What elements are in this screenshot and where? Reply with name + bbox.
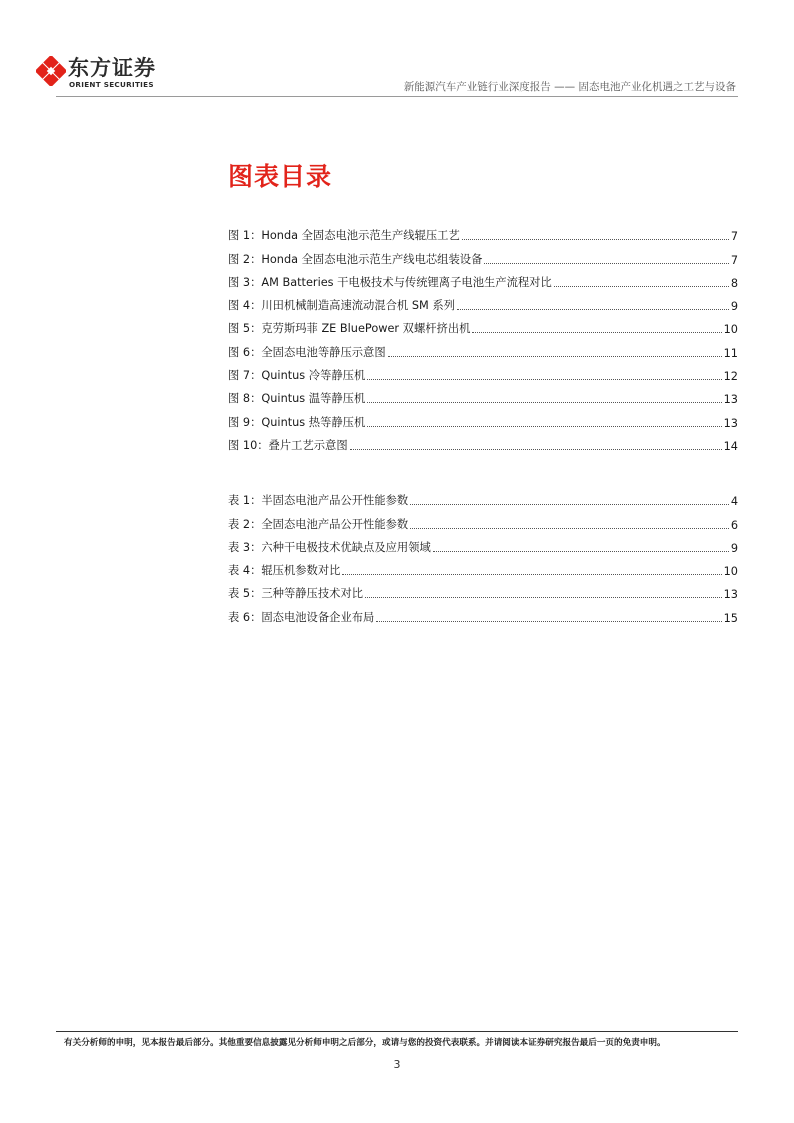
leader-dots	[472, 332, 721, 333]
toc-title: 图表目录	[228, 162, 333, 191]
toc-entry-page: 13	[723, 416, 738, 430]
toc-entry-page: 13	[723, 393, 738, 407]
toc-entry-page: 8	[730, 276, 738, 290]
page-number: 3	[393, 1058, 401, 1071]
toc-entry[interactable]	[228, 601, 738, 624]
report-header-title: 新能源汽车产业链行业深度报告 —— 固态电池产业化机遇之工艺与设备	[403, 81, 736, 93]
toc-entry[interactable]	[228, 430, 738, 453]
toc-entry[interactable]	[228, 220, 738, 243]
toc-entry[interactable]	[228, 360, 738, 383]
toc-entry-page: 13	[723, 588, 738, 602]
toc-entry-page: 15	[723, 611, 738, 625]
logo-chinese-name: 东方证券	[68, 56, 156, 80]
leader-dots	[350, 449, 722, 450]
toc-entry-page: 10	[723, 323, 738, 337]
toc-entry-label: 图 5：克劳斯玛菲 ZE BluePower 双螺杆挤出机	[228, 322, 471, 336]
leader-dots	[376, 621, 721, 622]
analyst-disclaimer: 有关分析师的申明，见本报告最后部分。其他重要信息披露见分析师申明之后部分，或请与您的投资代表联系。并请阅读本证券研究报告最后一页的免责申明。	[64, 1038, 666, 1048]
logo-mark-icon	[36, 56, 66, 86]
toc-entry-label: 图 7：Quintus 冷等静压机	[228, 369, 366, 383]
toc-entry-page: 6	[730, 518, 738, 532]
toc-entry[interactable]	[228, 336, 738, 359]
toc-entry[interactable]	[228, 313, 738, 336]
toc-entry-label: 图 2：Honda 全固态电池示范生产线电芯组装设备	[228, 252, 483, 266]
table-list	[228, 485, 738, 625]
toc-entry-page: 14	[723, 439, 738, 453]
toc-entry[interactable]	[228, 290, 738, 313]
toc-entry-label: 图 3：AM Batteries 干电极技术与传统锂离子电池生产流程对比	[228, 275, 552, 289]
leader-dots	[484, 263, 728, 264]
leader-dots	[388, 356, 722, 357]
toc-entry[interactable]	[228, 555, 738, 578]
toc-entry-page: 4	[730, 495, 738, 509]
footer-divider	[56, 1031, 738, 1032]
toc-entry-label: 图 6：全固态电池等静压示意图	[228, 345, 386, 359]
leader-dots	[367, 379, 721, 380]
leader-dots	[457, 309, 729, 310]
logo-english-name: ORIENT SECURITIES	[69, 80, 154, 89]
toc-entry-page: 12	[723, 370, 738, 384]
leader-dots	[462, 239, 729, 240]
figure-list	[228, 220, 738, 453]
toc-entry-label: 图 8：Quintus 温等静压机	[228, 392, 366, 406]
toc-entry-page: 11	[723, 346, 738, 360]
leader-dots	[367, 402, 721, 403]
toc-entry[interactable]	[228, 578, 738, 601]
toc-entry-page: 7	[730, 230, 738, 244]
toc-entry-label: 表 2：全固态电池产品公开性能参数	[228, 517, 409, 531]
orient-securities-logo	[36, 52, 176, 90]
toc-entry-page: 9	[730, 300, 738, 314]
toc-entry[interactable]	[228, 267, 738, 290]
toc-entry[interactable]	[228, 383, 738, 406]
toc-entry[interactable]	[228, 243, 738, 266]
toc-entry-label: 图 10：叠片工艺示意图	[228, 438, 348, 452]
leader-dots	[342, 574, 721, 575]
toc-entry-page: 7	[730, 253, 738, 267]
toc-entry-page: 9	[730, 541, 738, 555]
toc-entry-label: 表 4：辊压机参数对比	[228, 564, 341, 578]
toc-entry[interactable]	[228, 485, 738, 508]
toc-entry-label: 表 3：六种干电极技术优缺点及应用领域	[228, 540, 431, 554]
toc-entry-label: 图 4：川田机械制造高速流动混合机 SM 系列	[228, 299, 455, 313]
toc-entry[interactable]	[228, 532, 738, 555]
leader-dots	[365, 597, 722, 598]
leader-dots	[433, 551, 729, 552]
toc-entry-label: 表 5：三种等静压技术对比	[228, 587, 364, 601]
toc-entry-label: 图 9：Quintus 热等静压机	[228, 415, 366, 429]
toc-entry[interactable]	[228, 406, 738, 429]
leader-dots	[367, 426, 721, 427]
leader-dots	[410, 504, 729, 505]
leader-dots	[554, 286, 729, 287]
leader-dots	[410, 528, 729, 529]
header-divider	[56, 96, 738, 97]
toc-entry-label: 表 1：半固态电池产品公开性能参数	[228, 494, 409, 508]
toc-entry[interactable]	[228, 508, 738, 531]
toc-entry-label: 图 1：Honda 全固态电池示范生产线辊压工艺	[228, 229, 460, 243]
toc-entry-label: 表 6：固态电池设备企业布局	[228, 610, 375, 624]
toc-entry-page: 10	[723, 565, 738, 579]
